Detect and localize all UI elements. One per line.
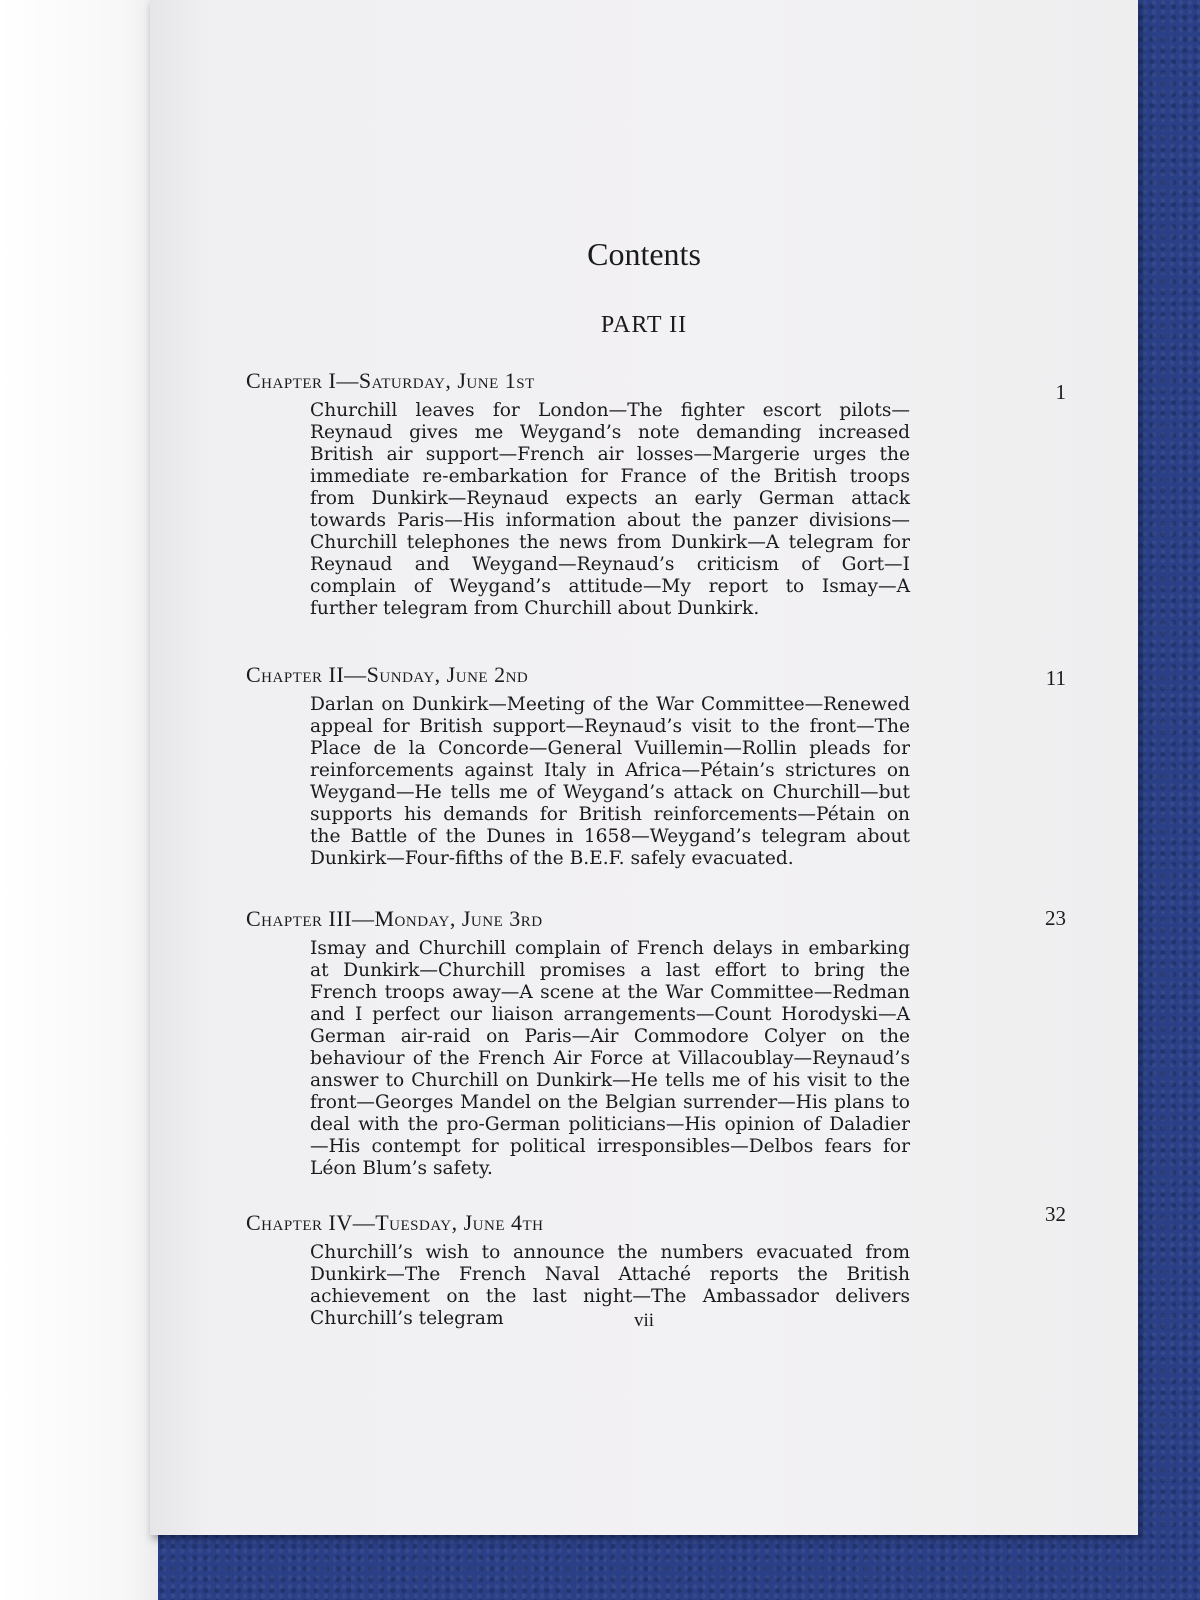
- chapter-page-number: 11: [1045, 666, 1066, 690]
- chapter-heading: Chapter II—Sunday, June 2nd: [246, 662, 529, 687]
- chapter-page-number: 23: [1045, 906, 1066, 930]
- chapter-entry-2: [246, 662, 1066, 870]
- contents-page: [150, 0, 1138, 1535]
- chapter-page-number: 1: [1055, 380, 1066, 404]
- chapter-heading: Chapter I—Saturday, June 1st: [246, 368, 535, 393]
- facing-blank-page: [0, 0, 158, 1600]
- chapter-summary: Darlan on Dunkirk—Meeting of the War Committee—Renewed appeal for British support—Reynaud’s visit to the front—The Place de la Concorde—General Vuillemin—Rollin pleads for reinforcements against Italy in Africa—Pétain’s strictures on Weygand—He tells me of Weygand’s attack on Churchill—but supports his demands for British reinforcements—Pétain on the Battle of the Dunes in 1658—Weygand’s telegram about Dunkirk—Four-fifths of the B.E.F. safely evacuated.: [310, 694, 910, 869]
- page-folio: vii: [633, 1310, 655, 1331]
- chapter-entry-3: [246, 906, 1066, 1180]
- chapter-summary: Churchill leaves for London—The fighter escort pilots—Reynaud gives me Weygand’s note demanding increased British air support—French air losses—Margerie urges the immediate re-embarkation for France of the British troops from Dunkirk—Reynaud expects an early German attack towards Paris—His information about the panzer divisions—Churchill telephones the news from Dunkirk—A telegram for Reynaud and Weygand—Reynaud’s criticism of Gort—I complain of Weygand’s attitude—My report to Ismay—A further telegram from Churchill about Dunkirk.: [310, 400, 910, 619]
- chapter-heading: Chapter III—Monday, June 3rd: [246, 906, 543, 931]
- chapter-heading: Chapter IV—Tuesday, June 4th: [246, 1210, 544, 1235]
- part-heading: PART II: [600, 312, 688, 338]
- chapter-summary: Ismay and Churchill complain of French delays in embarking at Dunkirk—Churchill promises a last effort to bring the French troops away—A scene at the War Committee—Redman and I perfect our liaison arrangements—Count Horodyski—A German air-raid on Paris—Air Commodore Colyer on the behaviour of the French Air Force at Villacoublay—Reynaud’s answer to Churchill on Dunkirk—He tells me of his visit to the front—Georges Mandel on the Belgian surrender—His plans to deal with the pro-German politicians—His opinion of Daladier—His contempt for political irresponsibles—Delbos fears for Léon Blum’s safety.: [310, 938, 910, 1179]
- chapter-entry-1: [246, 368, 1066, 620]
- page-title: Contents: [587, 236, 701, 272]
- chapter-summary: Churchill’s wish to announce the numbers evacuated from Dunkirk—The French Naval Attaché reports the British achievement on the last night—The Ambassador delivers Churchill’s telegram: [310, 1242, 910, 1329]
- chapter-page-number: 32: [1045, 1202, 1066, 1226]
